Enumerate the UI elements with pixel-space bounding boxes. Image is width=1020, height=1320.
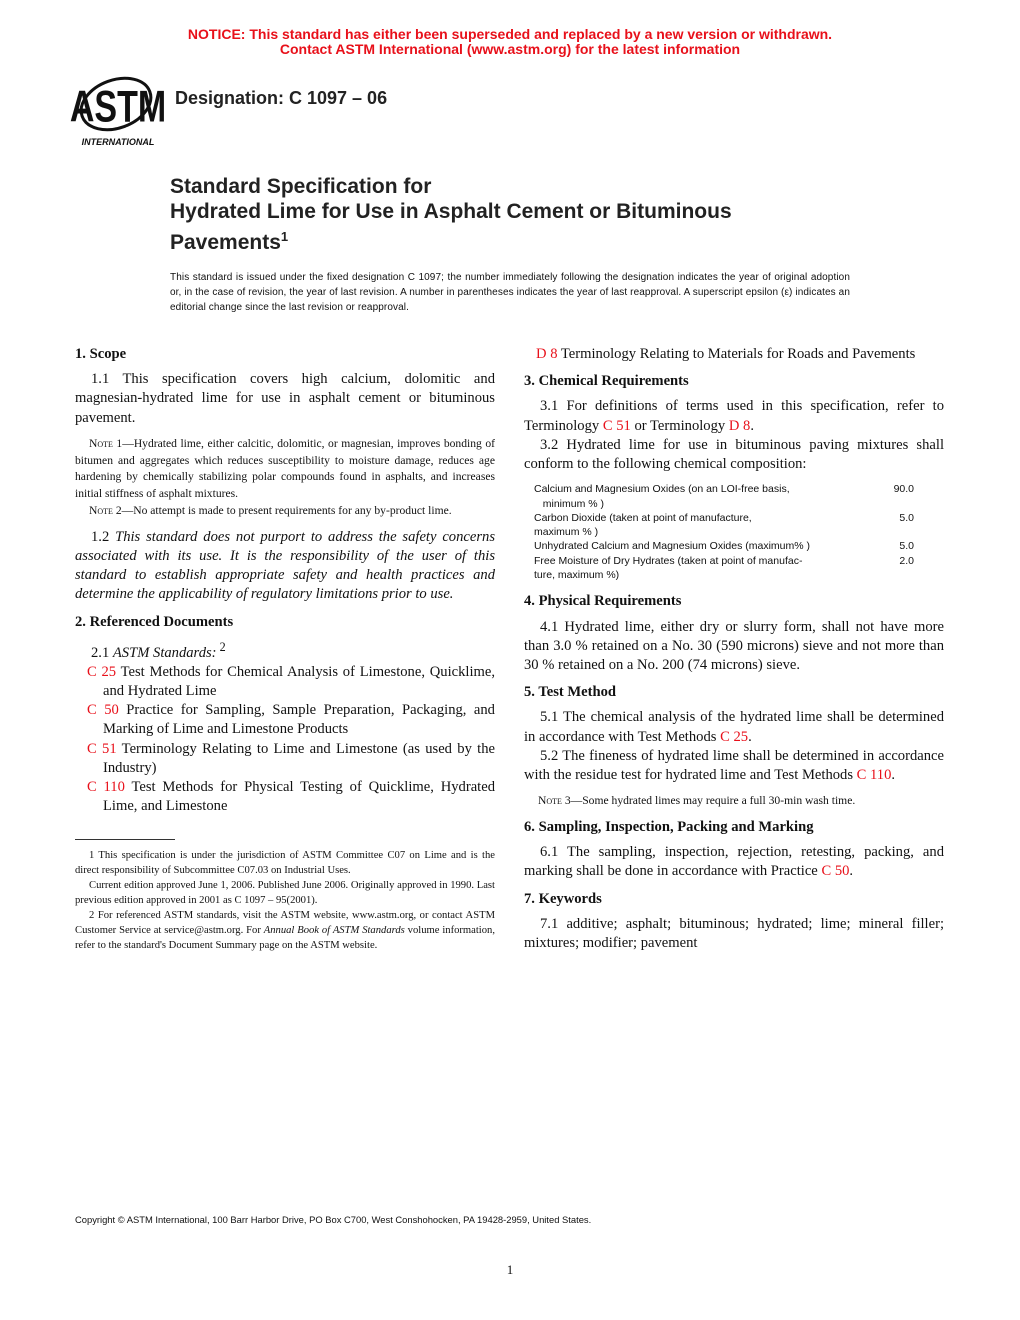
requirement: minimum % ) (542, 497, 605, 510)
paragraph-4-1: 4.1 Hydrated lime, either dry or slurry form, shall not have more than 3.0 % retained on a No. 30 (590 microns) sieve and not more than 30 % retained on a No. 200 (74 microns) sieve. (524, 618, 944, 673)
paragraph-7-1: 7.1 additive; asphalt; bituminous; hydrated; lime; mineral filler; mixtures; modifier; pavement (524, 915, 944, 951)
note-2 (75, 503, 495, 520)
value: 5.0 (899, 511, 914, 524)
note-3 (524, 793, 944, 810)
table-row (534, 482, 944, 511)
ref-title: Terminology Relating to Materials for Roads and Pavements (557, 346, 916, 362)
link-c25[interactable]: C 25 (87, 663, 117, 680)
para-number: 1.2 (91, 528, 116, 545)
link-c50[interactable]: C 50 (821, 863, 850, 880)
requirement: maximum % ) (534, 526, 599, 539)
document-title (170, 174, 732, 255)
section-heading-test-method: 5. Test Method (524, 684, 617, 701)
link-c51[interactable]: C 51 (87, 740, 117, 757)
fn-text: volume information, refer to the standard's Document Summary page on the ASTM website. (75, 924, 495, 951)
left-column (75, 345, 495, 953)
text: 5.2 The fineness of hydrated lime shall be determined in accordance with the residue test for hydrated lime and Test Methods (524, 747, 944, 783)
note-text: —Hydrated lime, either calcitic, dolomitic, or magnesian, improves bonding of bitumen and aggregates which reduces susceptibility to moisture damage, reduces age hardening by chemically stabilizing polar compounds found in asphalts, and increases initial stiffness of asphalt mixtures. (75, 436, 495, 501)
paragraph-3-2: 3.2 Hydrated lime for use in bituminous paving mixtures shall conform to the following chemical composition: (524, 436, 944, 473)
section-heading-physical-requirements: 4. Physical Requirements (524, 593, 682, 610)
section-heading-keywords: 7. Keywords (524, 890, 602, 907)
footnote-ref-1[interactable]: 1 (280, 229, 289, 244)
table-row (534, 511, 944, 540)
ref-title: Test Methods for Physical Testing of Quicklime, Hydrated Lime, and Limestone (103, 779, 496, 815)
section-heading-chemical-requirements: 3. Chemical Requirements (524, 373, 689, 390)
link-d8[interactable]: D 8 (536, 346, 558, 362)
footnote-divider (75, 839, 175, 840)
footnote-1: 1 This specification is under the jurisdiction of ASTM Committee C07 on Lime and is the direct responsibility of Subcommittee C07.03 on Industrial Uses. (75, 849, 495, 876)
paragraph-6-1 (524, 843, 944, 881)
text: 6.1 The sampling, inspection, rejection, retesting, packing, and marking shall be done in accordance with Practice (524, 844, 944, 880)
ref-title: Practice for Sampling, Sample Preparation, Packaging, and Marking of Lime and Limestone Products (103, 702, 495, 738)
section-heading-scope: 1. Scope (75, 346, 127, 362)
ref-title: Test Methods for Chemical Analysis of Limestone, Quicklime, and Hydrated Lime (103, 663, 495, 700)
paragraph-1-1: 1.1 This specification covers high calcium, dolomitic and magnesian-hydrated lime for use in asphalt cement or bituminous pavement. (75, 371, 495, 426)
paragraph-5-1 (524, 708, 944, 746)
fn-text: 2 For referenced ASTM standards, visit the ASTM website, www.astm.org, or contact ASTM Customer Service at service@astm.org. For (75, 909, 495, 936)
value: 5.0 (899, 540, 914, 553)
note-label: Note 3 (538, 794, 571, 808)
copyright: Copyright © ASTM International, 100 Barr Harbor Drive, PO Box C700, West Conshohocken, PA 19428-2959, United States. (75, 1214, 592, 1225)
link-c110[interactable]: C 110 (87, 779, 125, 796)
right-column (524, 345, 944, 953)
ref-title: Terminology Relating to Lime and Limestone (as used by the Industry) (103, 740, 496, 776)
link-c25[interactable]: C 25 (720, 728, 749, 745)
para-number: 2.1 (91, 644, 113, 661)
astm-standards-label: ASTM Standards: (112, 644, 217, 661)
chemical-composition-table (534, 482, 944, 582)
footnote-1-edition: Current edition approved June 1, 2006. Published June 2006. Originally approved in 1990. Last previous edition approved in 2001 as C 1097 – 95(2001). (75, 879, 495, 906)
section-heading-sampling: 6. Sampling, Inspection, Packing and Marking (524, 818, 814, 835)
ref-c110 (75, 778, 495, 816)
title-line-3: Pavements (170, 231, 281, 254)
issuance-statement: This standard is issued under the fixed designation C 1097; the number immediately following the designation indicates the year of original adoption or, in the case of revision, the year of last revision. A number in parentheses indicates the year of last reapproval. A superscript epsilon (ε) indicates an editorial change since the last revision or reapproval. (170, 272, 850, 313)
value: 90.0 (893, 483, 914, 496)
notice-line-1: NOTICE: This standard has either been superseded and replaced by a new version or withdrawn. (187, 26, 833, 42)
text: 3.1 For definitions of terms used in this specification, refer to Terminology (524, 398, 944, 434)
ref-c25 (75, 663, 495, 701)
designation: Designation: C 1097 – 06 (175, 88, 388, 108)
ref-c50 (75, 701, 495, 739)
title-line-2: Hydrated Lime for Use in Asphalt Cement or Bituminous (170, 200, 732, 223)
svg-text:INTERNATIONAL: INTERNATIONAL (81, 137, 155, 147)
note-text: —No attempt is made to present requirements for any by-product lime. (121, 504, 452, 517)
text: or Terminology (630, 417, 729, 434)
table-row (534, 539, 944, 553)
requirement: Free Moisture of Dry Hydrates (taken at point of manufac- (534, 554, 803, 567)
safety-statement: This standard does not purport to address the safety concerns associated with its use. It is the responsibility of the user of this standard to establish appropriate safety and health practices and determine the applicability of regulatory limitations prior to use. (75, 528, 495, 603)
requirement: Carbon Dioxide (taken at point of manufacture, (534, 511, 752, 524)
text: . (849, 863, 854, 880)
table-row (534, 554, 944, 583)
astm-logo (69, 72, 167, 148)
ref-d8 (524, 345, 944, 364)
text: 5.1 The chemical analysis of the hydrated lime shall be determined in accordance with Test Methods (524, 709, 944, 745)
link-c50[interactable]: C 50 (87, 702, 119, 719)
paragraph-2-1 (75, 638, 495, 663)
section-heading-referenced-documents: 2. Referenced Documents (75, 613, 234, 630)
value: 2.0 (899, 554, 914, 567)
paragraph-5-2 (524, 747, 944, 785)
footnote-2 (75, 908, 495, 953)
paragraph-3-1 (524, 397, 944, 435)
paragraph-1-2 (75, 528, 495, 605)
notice-line-2: Contact ASTM International (www.astm.org) for the latest information (279, 41, 741, 57)
withdrawal-notice (0, 27, 1020, 57)
fn-italic: Annual Book of ASTM Standards (263, 924, 405, 936)
link-c110[interactable]: C 110 (856, 766, 892, 783)
text: . (748, 728, 752, 745)
note-label: Note 1 (89, 436, 123, 450)
text: . (750, 417, 754, 434)
note-label: Note 2 (89, 504, 122, 517)
link-d8[interactable]: D 8 (728, 417, 751, 434)
link-c51[interactable]: C 51 (602, 417, 631, 434)
requirement: ture, maximum %) (534, 569, 620, 581)
requirement: Calcium and Magnesium Oxides (on an LOI-free basis, (534, 483, 790, 496)
svg-text:ASTM: ASTM (69, 82, 167, 132)
page-number: 1 (506, 1262, 514, 1277)
footnote-ref-2[interactable]: 2 (216, 639, 226, 654)
requirement: Unhydrated Calcium and Magnesium Oxides (maximum% ) (534, 540, 811, 553)
note-1 (75, 436, 495, 503)
title-line-1: Standard Specification for (170, 175, 432, 198)
text: . (891, 766, 896, 783)
ref-c51 (75, 740, 495, 778)
note-text: —Some hydrated limes may require a full 30-min wash time. (570, 794, 856, 808)
